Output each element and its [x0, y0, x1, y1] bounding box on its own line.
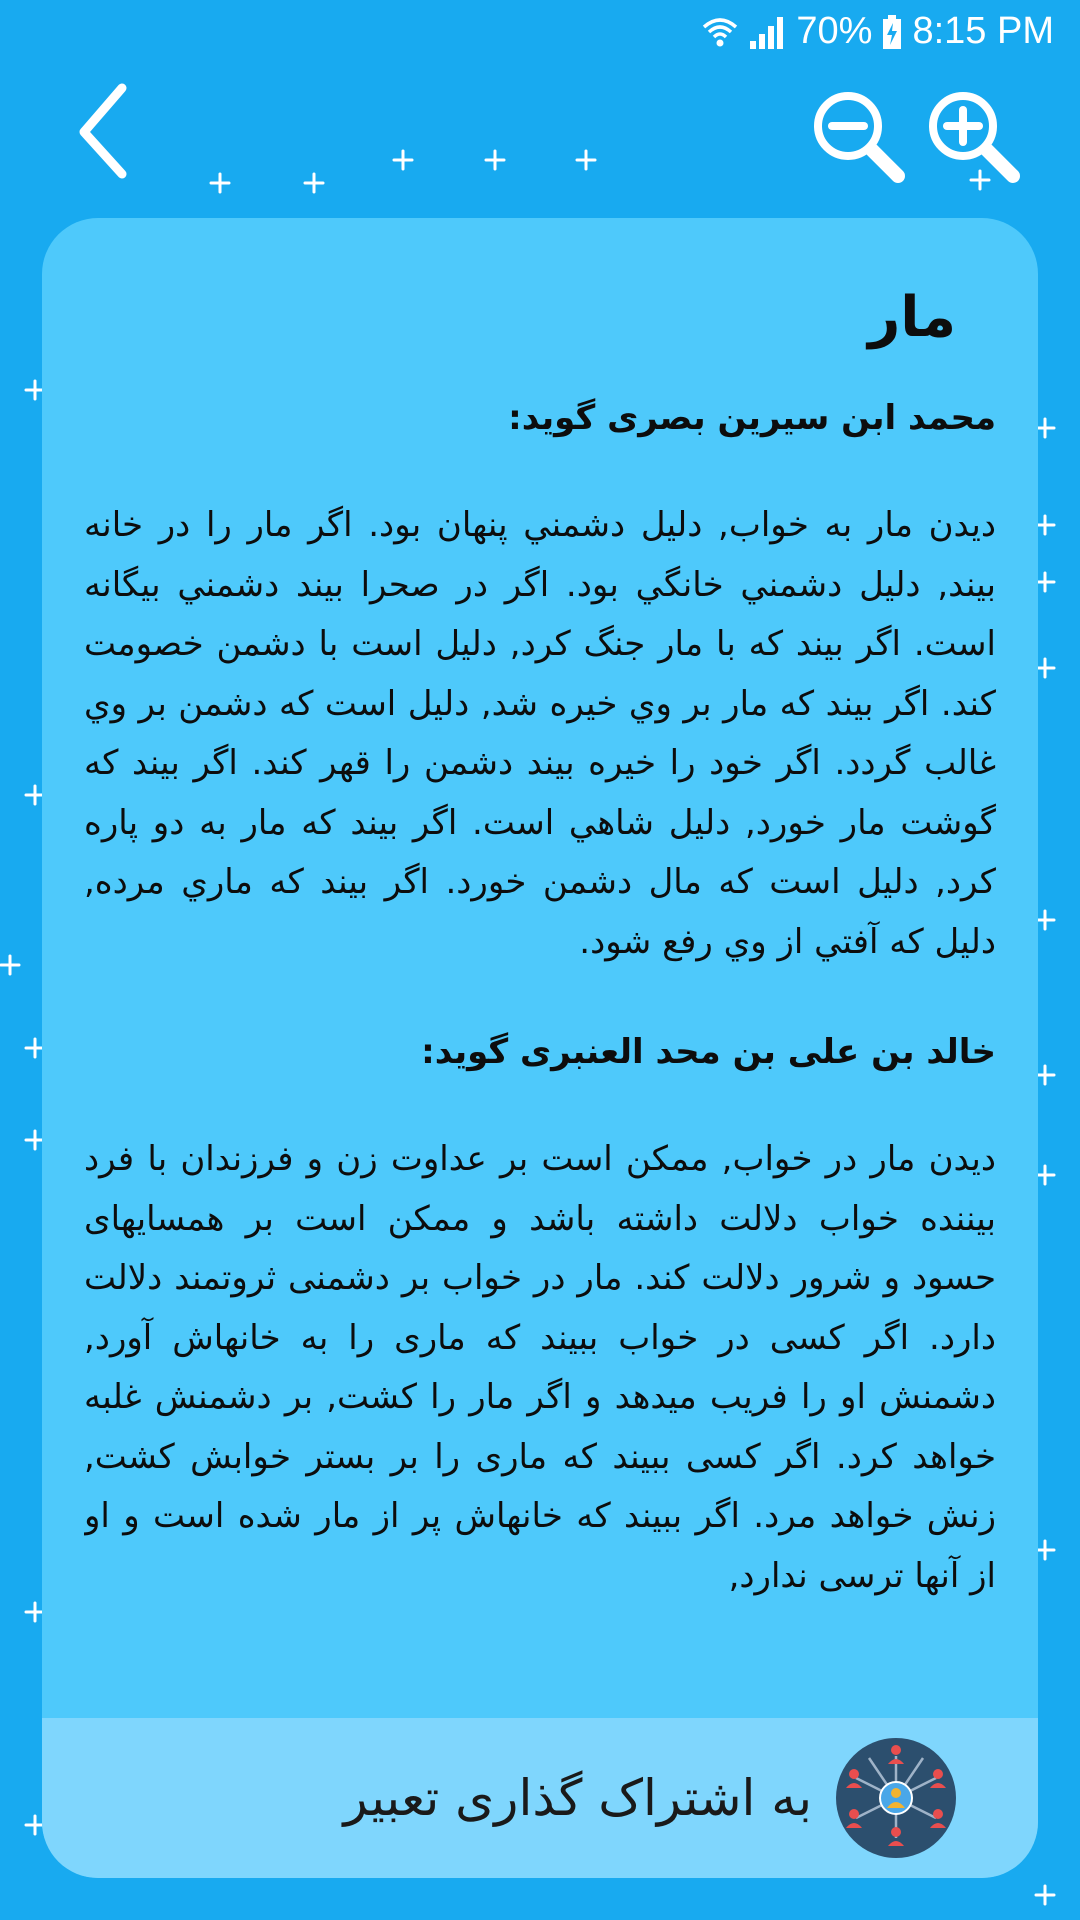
back-button[interactable]: [70, 80, 150, 180]
article-title: مار: [868, 285, 956, 350]
share-network-icon: [836, 1738, 956, 1858]
battery-percentage: 70%: [796, 10, 873, 52]
wifi-icon: [702, 15, 738, 49]
share-label: به اشتراک گذاری تعبیر: [343, 1769, 812, 1827]
status-bar: [0, 0, 1080, 62]
zoom-in-icon: [925, 88, 1025, 188]
dream-interpretation-card: [42, 218, 1038, 1878]
battery-charging-icon: [882, 15, 902, 49]
status-indicators: [702, 10, 1054, 53]
zoom-out-icon: [810, 88, 910, 188]
chevron-left-icon: [70, 80, 150, 180]
status-time: 8:15 PM: [912, 10, 1054, 52]
section-body: دیدن مار به خواب, دلیل دشمني پنهان بود. اگر مار را در خانه بیند, دلیل دشمني خانگي بود. اگر در صحرا بیند دشمني بیگانه است. اگر بیند که با مار جنگ کرد, دلیل است با دشمن خصومت کند. اگر بیند که مار بر وي خیره شد, دلیل است که دشمن بر وي غالب گردد. اگر خود را خیره بیند دشمن را قهر کند. اگر بیند که گوشت مار خورد, دلیل شاهي است. اگر بیند که مار به دو پاره کرد, دلیل است که مال دشمن خورد. اگر بیند که ماري مرده, دلیل که آفتي از وي رفع شود.: [84, 505, 996, 962]
section-heading: محمد ابن سیرین بصری گوید:: [508, 398, 996, 438]
article-scroll-area[interactable]: [84, 278, 996, 1672]
signal-icon: [748, 15, 786, 49]
section-heading: خالد بن علی بن محد العنبری گوید:: [421, 1032, 996, 1072]
zoom-out-button[interactable]: [810, 88, 910, 188]
section-body: دیدن مار در خواب, ممکن است بر عداوت زن و فرزندان با فرد بیننده خواب دلالت داشته باشد و ممکن است بر همسایهای حسود و شرور دلالت کند. مار در خواب بر دشمنی ثروتمند دلالت دارد. اگر کسی در خواب ببیند که ماری را به خانهاش آورد, دشمنش او را فریب میدهد و اگر مار را کشت, بر دشمنش غلبه خواهد کرد. اگر کسی ببیند که ماری را بر بستر خوابش کشت, زنش خواهد مرد. اگر ببیند که خانهاش پر از مار شده است و او از آنها ترسی ندارد,: [84, 1139, 996, 1596]
zoom-in-button[interactable]: [925, 88, 1025, 188]
share-interpretation-button[interactable]: [42, 1718, 1038, 1878]
